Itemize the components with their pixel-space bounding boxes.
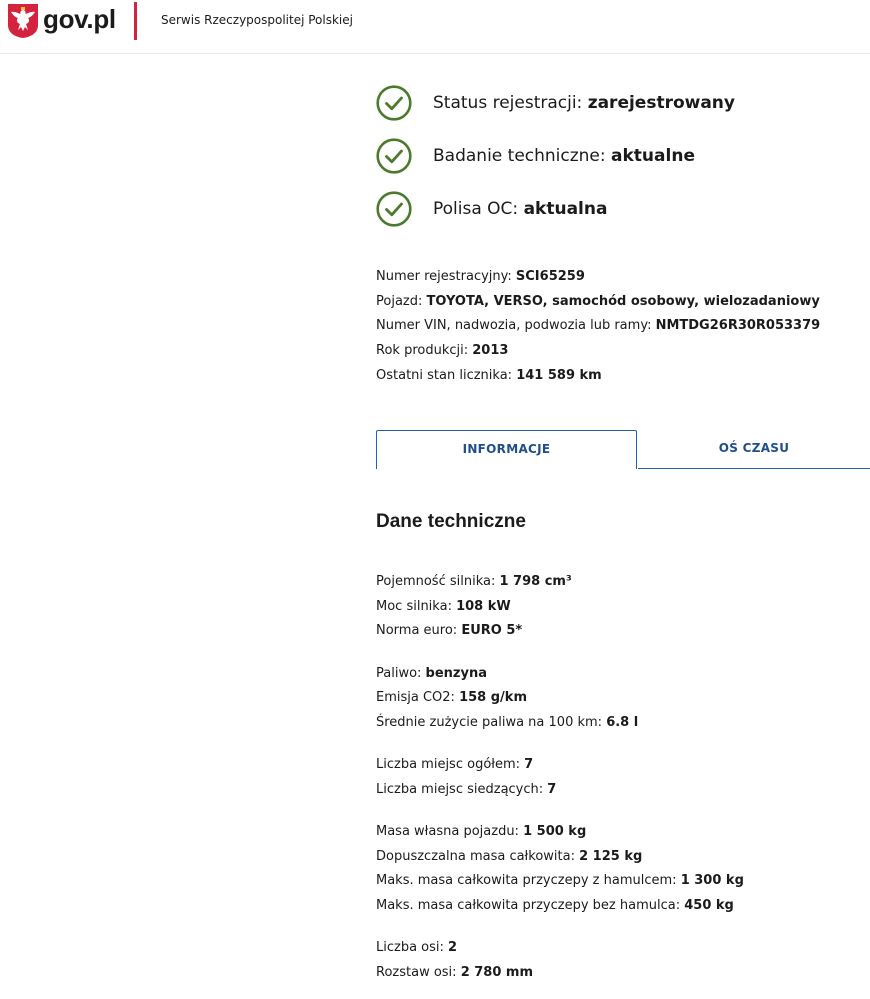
vehicle-production-year: Rok produkcji: 2013 bbox=[376, 343, 509, 359]
check-circle-icon bbox=[376, 191, 412, 227]
tab-bar bbox=[376, 430, 870, 470]
tech-euro-norm: Norma euro: EURO 5* bbox=[376, 623, 523, 638]
vehicle-info-list bbox=[376, 265, 820, 389]
tech-curb-weight: Masa własna pojazdu: 1 500 kg bbox=[376, 824, 587, 839]
check-circle-icon bbox=[376, 85, 412, 121]
vehicle-model: Pojazd: TOYOTA, VERSO, samochód osobowy, wielozadaniowy bbox=[376, 293, 820, 309]
tech-engine-capacity: Pojemność silnika: 1 798 cm³ bbox=[376, 574, 572, 589]
tech-fuel-consumption: Średnie zużycie paliwa na 100 km: 6.8 l bbox=[376, 714, 639, 730]
tech-axle-count: Liczba osi: 2 bbox=[376, 940, 458, 955]
tech-group-fuel bbox=[376, 662, 744, 736]
vehicle-vin: Numer VIN, nadwozia, podwozia lub ramy: NMTDG26R30R053379 bbox=[376, 318, 821, 334]
technical-data bbox=[376, 570, 744, 999]
tech-trailer-braked: Maks. masa całkowita przyczepy z hamulcem: 1 300 kg bbox=[376, 873, 744, 888]
tech-fuel-type: Paliwo: benzyna bbox=[376, 665, 487, 681]
vehicle-registration-number: Numer rejestracyjny: SCI65259 bbox=[376, 269, 585, 284]
tech-group-mass bbox=[376, 820, 744, 918]
tech-seats-sitting: Liczba miejsc siedzących: 7 bbox=[376, 781, 557, 797]
tech-trailer-unbraked: Maks. masa całkowita przyczepy bez hamulca: 450 kg bbox=[376, 897, 734, 913]
tab-os-czasu-label: OŚ CZASU bbox=[718, 441, 790, 455]
service-name: Serwis Rzeczypospolitej Polskiej bbox=[161, 13, 353, 27]
tab-informacje[interactable] bbox=[376, 430, 637, 469]
tech-seats-total: Liczba miejsc ogółem: 7 bbox=[376, 757, 534, 772]
tech-wheelbase: Rozstaw osi: 2 780 mm bbox=[376, 964, 534, 980]
status-registration-text: Status rejestracji: zarejestrowany bbox=[433, 93, 735, 113]
tab-os-czasu[interactable] bbox=[638, 430, 870, 469]
tech-group-engine bbox=[376, 570, 744, 644]
tech-gross-weight: Dopuszczalna masa całkowita: 2 125 kg bbox=[376, 848, 643, 864]
tech-co2-emission: Emisja CO2: 158 g/km bbox=[376, 690, 527, 705]
tab-informacje-label: INFORMACJE bbox=[462, 442, 551, 456]
status-insurance-text: Polisa OC: aktualna bbox=[433, 199, 608, 219]
status-insurance-value: aktualna bbox=[523, 199, 608, 219]
status-registration-value: zarejestrowany bbox=[587, 93, 735, 113]
vehicle-odometer: Ostatni stan licznika: 141 589 km bbox=[376, 367, 602, 383]
check-circle-icon bbox=[376, 138, 412, 174]
status-inspection-value: aktualne bbox=[611, 146, 695, 166]
status-inspection-text: Badanie techniczne: aktualne bbox=[433, 146, 695, 166]
section-title: Dane techniczne bbox=[376, 511, 526, 532]
tech-engine-power: Moc silnika: 108 kW bbox=[376, 598, 511, 614]
header-divider bbox=[134, 2, 137, 40]
polish-eagle-icon[interactable] bbox=[7, 3, 39, 39]
brand-logo-text[interactable]: gov.pl bbox=[43, 4, 116, 34]
site-header bbox=[0, 0, 870, 54]
tech-group-seats bbox=[376, 753, 744, 802]
tech-group-axles bbox=[376, 936, 744, 985]
